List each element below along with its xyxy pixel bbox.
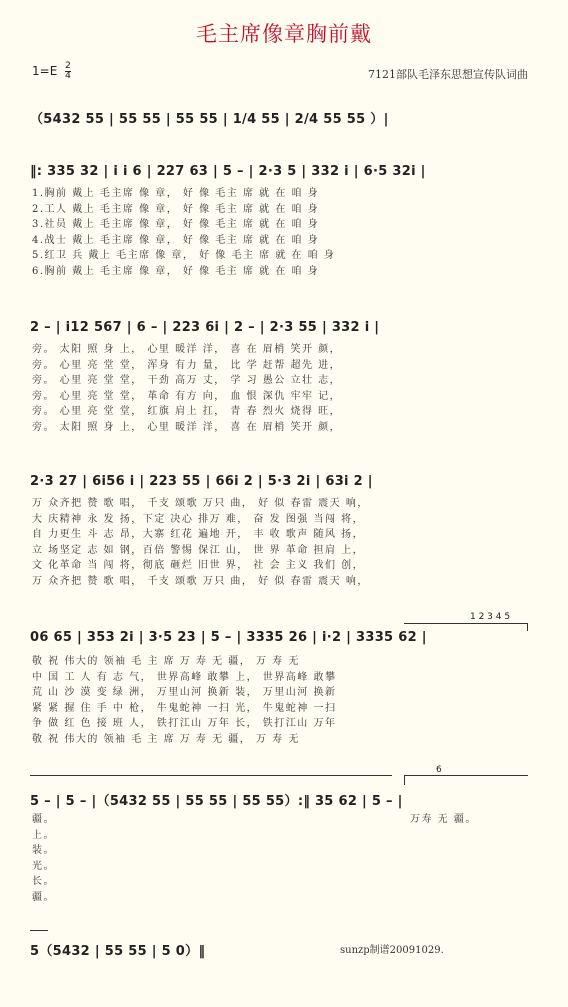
footer-credit: sunzp制谱20091029. xyxy=(340,945,444,956)
volta-bracket-1 xyxy=(404,623,528,624)
lyric-row: 旁。 太阳 照 身 上， 心里 暖洋 洋， 喜 在 眉梢 笑开 颜， xyxy=(32,344,342,355)
lyrics-block-3 xyxy=(32,496,369,589)
lyric-row: 自 力更生 斗 志 昂，大寨 红花 遍地 开， 丰 收 歌声 随风 扬， xyxy=(32,529,365,540)
lyric-row: 旁。 太阳 照 身 上， 心里 暖洋 洋， 喜 在 眉梢 笑开 颜， xyxy=(32,421,342,433)
volta-bracket-1-end xyxy=(527,623,528,631)
lyric-row: 6.胸前 戴上 毛主席 像 章， 好 像 毛主 席 就 在 咱 身 xyxy=(32,265,320,277)
volta-label-1: 1 2 3 4 5 xyxy=(470,612,511,622)
key-signature xyxy=(32,62,71,81)
lyric-row: 大 庆精神 永 发 扬，下定 决心 排万 难， 奋 发 图强 当闯 将， xyxy=(32,513,365,525)
lyric-row: 长。 xyxy=(32,876,55,887)
lyric-row: 荒 山 沙 漠 变 绿 洲， 万里山河 换新 装， 万里山河 换新 xyxy=(32,687,337,698)
volta-bracket-2-start xyxy=(404,775,405,785)
lyric-row: 紧 紧 握 住 手 中 枪， 牛鬼蛇神 一扫 光， 牛鬼蛇神 一扫 xyxy=(32,702,337,714)
lyric-row: 光。 xyxy=(32,860,55,872)
notation-line-2: ‖: 335 32 | i i 6 | 227 63 | 5 – | 2·3 5 | 332 i | 6·5 32i | xyxy=(30,164,426,179)
lyrics-block-2 xyxy=(32,342,341,435)
lyric-row: 敬 祝 伟大的 领袖 毛 主 席 万 寿 无 疆， 万 寿 无 xyxy=(32,656,300,667)
lyrics-block-1 xyxy=(32,186,335,279)
lyric-row: 疆。 xyxy=(32,814,55,825)
lyric-row: 立 场坚定 志 如 钢，百倍 警惕 保江 山， 世 界 革命 担肩 上， xyxy=(32,544,365,556)
notation-line-4: 2·3 27 | 6i56 i | 223 55 | 66i 2 | 5·3 2i | 63i 2 | xyxy=(30,474,373,489)
lyric-row: 万 众齐把 赞 歌 唱， 千支 颂歌 万只 曲， 好 似 春雷 震天 响， xyxy=(32,575,369,587)
lyric-row: 争 做 红 色 接 班 人， 铁打江山 万年 长， 铁打江山 万年 xyxy=(32,718,337,729)
lyric-row: 文 化革命 当 闯 将，彻底 砸烂 旧世 界， 社 会 主义 我们 创， xyxy=(32,560,365,571)
time-sig-top: 2 xyxy=(65,61,71,71)
notation-line-6: 5 – | 5 – |（5432 55 | 55 55 | 55 55）:‖ 35 62 | 5 – | xyxy=(30,794,403,809)
lyric-row: 上。 xyxy=(32,829,55,841)
lyric-row: 敬 祝 伟大的 领袖 毛 主 席 万 寿 无 疆， 万 寿 无 xyxy=(32,733,300,745)
credit-line: 7121部队毛泽东思想宣传队词曲 xyxy=(368,68,528,81)
lyric-row: 旁。 心里 亮 堂 堂， 红旗 肩上 扛， 青 春 烈火 烧得 旺， xyxy=(32,406,342,417)
song-title: 毛主席像章胸前戴 xyxy=(196,22,372,46)
notation-line-1: （5432 55 | 55 55 | 55 55 | 1/4 55 | 2/4 55 55 ）| xyxy=(30,112,389,127)
lyric-row: 3.社员 戴上 毛主席 像 章， 好 像 毛主 席 就 在 咱 身 xyxy=(32,219,320,230)
lyric-row: 万 众齐把 赞 歌 唱， 千支 颂歌 万只 曲， 好 似 春雷 震天 响， xyxy=(32,498,369,509)
lyric-row: 1.胸前 戴上 毛主席 像 章， 好 像 毛主 席 就 在 咱 身 xyxy=(32,188,320,199)
volta-label-2: 6 xyxy=(436,765,442,775)
lyric-row: 旁。 心里 亮 堂 堂， 浑身 有力 量， 比 学 赶帮 超先 进， xyxy=(32,359,342,371)
lyric-row: 旁。 心里 亮 堂 堂， 革命 有方 向， 血 恨 深仇 牢牢 记， xyxy=(32,390,342,402)
volta-bracket-2 xyxy=(404,775,528,776)
notation-line-3: 2 – | i12 567 | 6 – | 223 6i | 2 – | 2·3 55 | 332 i | xyxy=(30,320,380,335)
lyrics-block-4 xyxy=(32,654,336,747)
lyric-row: 2.工人 戴上 毛主席 像 章， 好 像 毛主 席 就 在 咱 身 xyxy=(32,203,320,215)
notation-line-5: 06 65 | 353 2i | 3·5 23 | 5 – | 3335 26 | i·2 | 3335 62 | xyxy=(30,630,427,645)
lyric-row: 4.战士 戴上 毛主席 像 章， 好 像 毛主 席 就 在 咱 身 xyxy=(32,234,320,246)
notation-line-7: 5（5432 | 55 55 | 5 0）‖ xyxy=(30,944,206,959)
lyric-row: 装。 xyxy=(32,845,55,856)
key-label: 1=E xyxy=(32,64,58,78)
time-signature xyxy=(65,62,71,81)
lyric-row: 5.红卫 兵 戴上 毛主席 像 章， 好 像 毛主 席 就 在 咱 身 xyxy=(32,250,336,261)
volta-continuation-line xyxy=(30,775,392,776)
lyric-row: 疆。 xyxy=(32,891,55,903)
lyric-row: 旁。 心里 亮 堂 堂， 干劲 高万 丈， 学 习 愚公 立壮 志， xyxy=(32,375,342,386)
lyrics-block-5 xyxy=(32,812,55,905)
time-sig-bottom: 4 xyxy=(65,71,71,81)
coda-lyric: 万寿 无 疆。 xyxy=(410,814,477,825)
lyric-row: 中 国 工 人 有 志 气， 世界高峰 敢攀 上， 世界高峰 敢攀 xyxy=(32,671,337,683)
tie-line xyxy=(30,930,48,931)
